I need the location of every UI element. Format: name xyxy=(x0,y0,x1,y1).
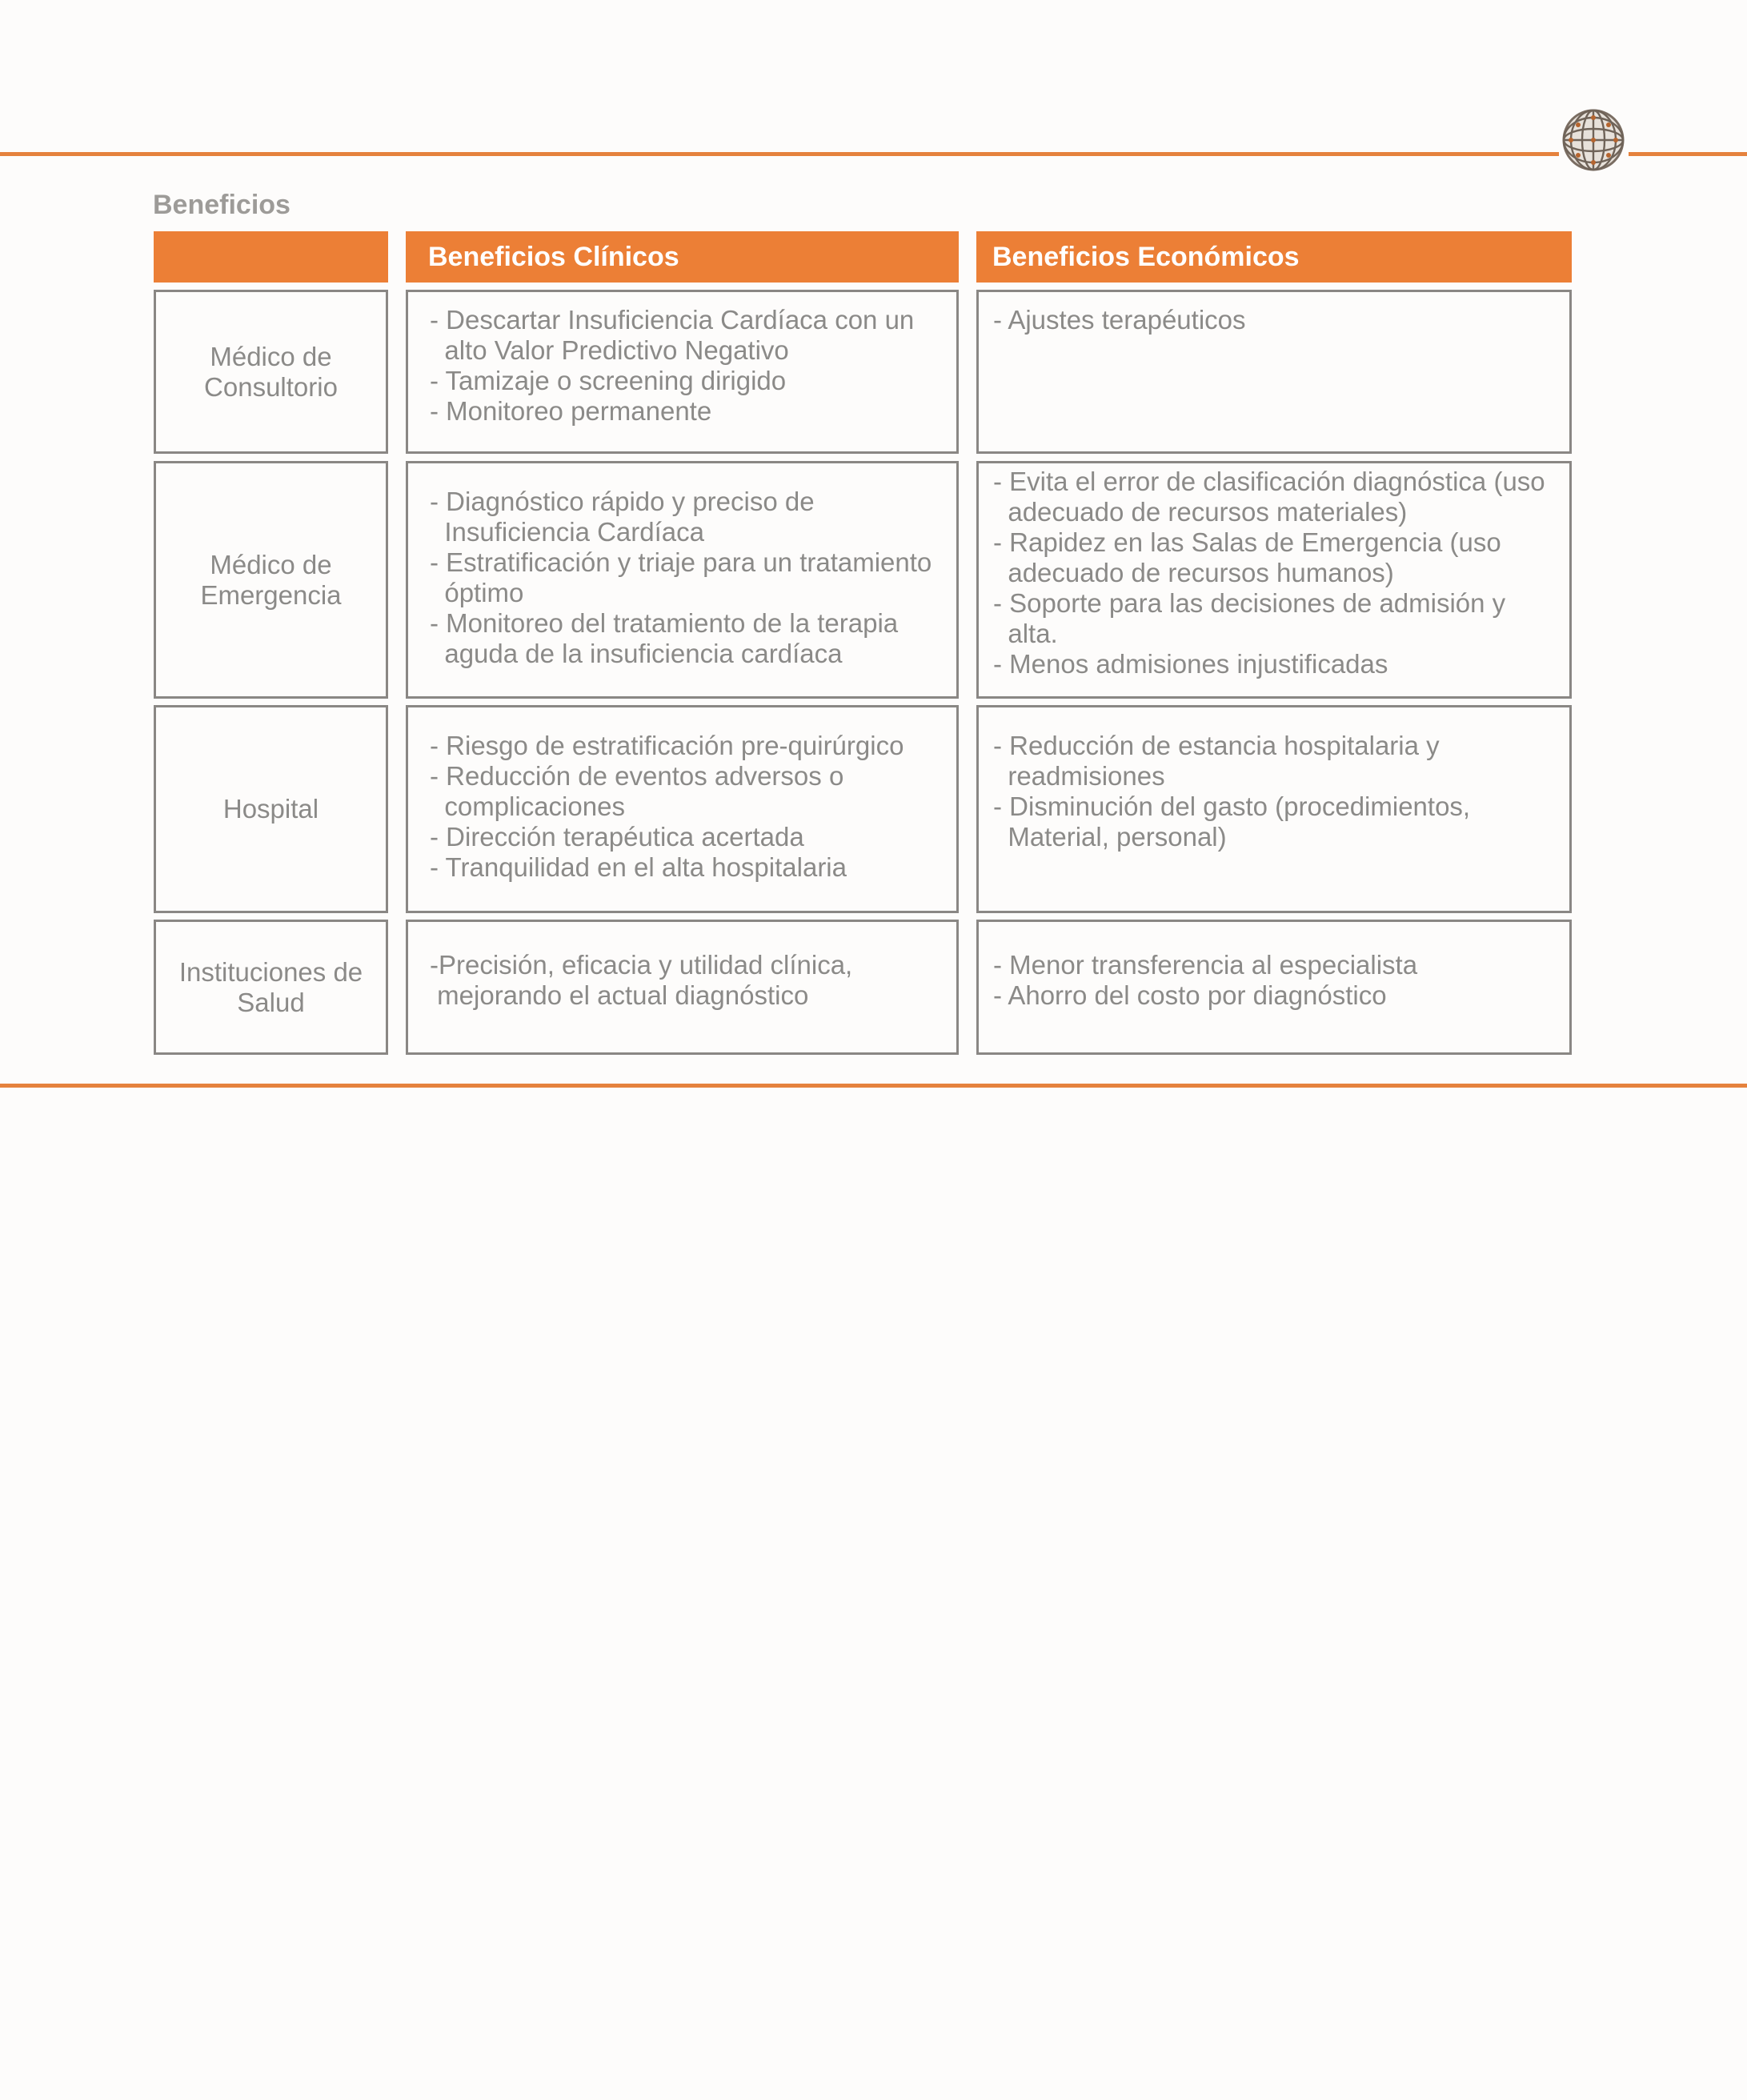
header-cell-economic: Beneficios Económicos xyxy=(976,231,1572,283)
row-label-hospital: Hospital xyxy=(154,705,388,913)
top-rule-right xyxy=(1629,152,1747,156)
header-cell-blank xyxy=(154,231,388,283)
top-rule-left xyxy=(0,152,1559,156)
row-label-emergencia: Médico de Emergencia xyxy=(154,461,388,699)
economic-cell-emergencia: - Evita el error de clasificación diagnóstica (uso adecuado de recursos materiales) - Rapidez en las Salas de Emergencia (uso adecuado de recursos humanos) - Soporte para las decisiones de admisión y alta. - Menos admisiones injustificadas xyxy=(976,461,1572,699)
section-title: Beneficios xyxy=(153,190,290,220)
economic-cell-instituciones: - Menor transferencia al especialista - Ahorro del costo por diagnóstico xyxy=(976,920,1572,1055)
clinical-cell-hospital: - Riesgo de estratificación pre-quirúrgico - Reducción de eventos adversos o complicaciones - Dirección terapéutica acertada - Tranquilidad en el alta hospitalaria xyxy=(406,705,959,913)
clinical-cell-emergencia: - Diagnóstico rápido y preciso de Insuficiencia Cardíaca - Estratificación y triaje para un tratamiento óptimo - Monitoreo del tratamiento de la terapia aguda de la insuficiencia cardíaca xyxy=(406,461,959,699)
row-label-consultorio: Médico de Consultorio xyxy=(154,290,388,454)
clinical-cell-instituciones: -Precisión, eficacia y utilidad clínica, mejorando el actual diagnóstico xyxy=(406,920,959,1055)
economic-cell-consultorio: - Ajustes terapéuticos xyxy=(976,290,1572,454)
molecule-sphere-icon xyxy=(1561,107,1626,173)
clinical-cell-consultorio: - Descartar Insuficiencia Cardíaca con un alto Valor Predictivo Negativo - Tamizaje o screening dirigido - Monitoreo permanente xyxy=(406,290,959,454)
header-cell-clinical: Beneficios Clínicos xyxy=(406,231,959,283)
economic-cell-hospital: - Reducción de estancia hospitalaria y readmisiones - Disminución del gasto (procedimientos, Material, personal) xyxy=(976,705,1572,913)
bottom-rule xyxy=(0,1084,1747,1088)
row-label-instituciones: Instituciones de Salud xyxy=(154,920,388,1055)
